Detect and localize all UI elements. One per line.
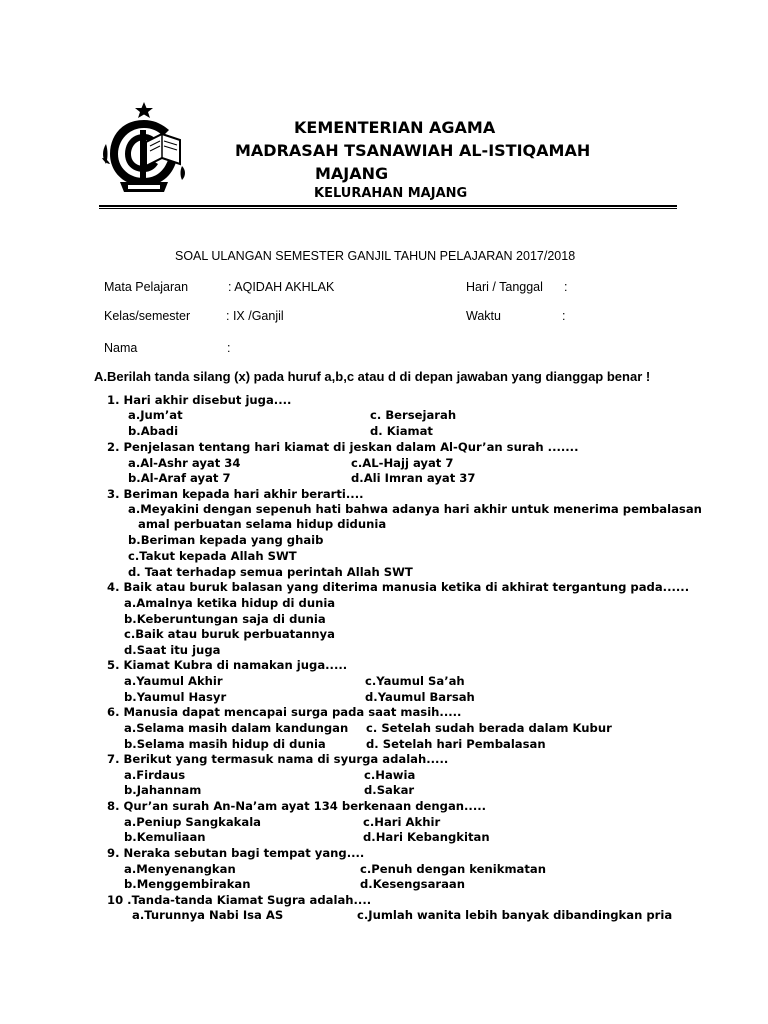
option-c: c. Setelah sudah berada dalam Kubur [366,721,612,735]
option-b: b.Keberuntungan saja di dunia [124,612,326,626]
option-c: c.Takut kepada Allah SWT [128,549,297,563]
option-a-continued: amal perbuatan selama hidup didunia [138,517,387,531]
option-d: d.Yaumul Barsah [365,690,475,704]
class-semester-label: Kelas/semester [104,309,191,323]
subject-label: Mata Pelajaran [104,280,189,294]
option-b: b.Jahannam [124,783,202,797]
option-a: a.Jum’at [128,408,183,422]
option-a: a.Meyakini dengan sepenuh hati bahwa adanya hari akhir untuk menerima pembalasan [128,502,702,516]
name-value: : [227,341,231,355]
instruction: A.Berilah tanda silang (x) pada huruf a,b,c atau d di depan jawaban yang dianggap benar ! [94,369,651,384]
header-divider-thin [99,208,677,209]
header-school-name: MADRASAH TSANAWIAH AL-ISTIQAMAH [235,141,591,160]
option-a: a.Peniup Sangkakala [124,815,261,829]
header-divider-thick [99,205,677,207]
option-b: b.Al-Araf ayat 7 [128,471,231,485]
question-text: 2. Penjelasan tentang hari kiamat di jeskan dalam Al-Qur’an surah ....... [107,440,579,454]
option-c: c.Penuh dengan kenikmatan [360,862,546,876]
option-d: d.Ali Imran ayat 37 [351,471,476,485]
option-c: c.Yaumul Sa’ah [365,674,465,688]
exam-title: SOAL ULANGAN SEMESTER GANJIL TAHUN PELAJARAN 2017/2018 [175,249,576,263]
option-b: b.Abadi [128,424,179,438]
option-a: a.Al-Ashr ayat 34 [128,456,241,470]
option-d: d. Taat terhadap semua perintah Allah SWT [128,565,413,579]
time-value: : [562,309,566,323]
header-village: KELURAHAN MAJANG [314,186,468,201]
option-d: d. Setelah hari Pembalasan [366,737,546,751]
question-text: 1. Hari akhir disebut juga.... [107,393,292,407]
name-label: Nama [104,341,138,355]
question-text: 8. Qur’an surah An-Na’am ayat 134 berkenaan dengan..... [107,799,487,813]
option-c: c.Baik atau buruk perbuatannya [124,627,335,641]
question-text: 9. Neraka sebutan bagi tempat yang.... [107,846,365,860]
option-a: a.Amalnya ketika hidup di dunia [124,596,336,610]
option-b: b.Menggembirakan [124,877,251,891]
option-b: b.Yaumul Hasyr [124,690,227,704]
day-date-value: : [564,280,568,294]
header-ministry: KEMENTERIAN AGAMA [294,118,496,137]
question-text: 5. Kiamat Kubra di namakan juga..... [107,658,348,672]
option-b: b.Selama masih hidup di dunia [124,737,326,751]
option-a: a.Turunnya Nabi Isa AS [132,908,284,922]
option-c: c.Jumlah wanita lebih banyak dibandingkan pria [357,908,673,922]
madrasah-logo [100,100,188,196]
question-text: 6. Manusia dapat mencapai surga pada saat masih..... [107,705,462,719]
option-c: c.Hari Akhir [363,815,441,829]
option-d: d.Hari Kebangkitan [363,830,490,844]
option-d: d.Kesengsaraan [360,877,466,891]
option-a: a.Selama masih dalam kandungan [124,721,349,735]
option-c: c. Bersejarah [370,408,457,422]
question-text: 4. Baik atau buruk balasan yang diterima manusia ketika di akhirat tergantung pada...... [107,580,690,594]
time-label: Waktu [466,309,501,323]
option-a: a.Yaumul Akhir [124,674,223,688]
day-date-label: Hari / Tanggal [466,280,543,294]
header-school-location: MAJANG [315,164,389,183]
option-d: d.Sakar [364,783,415,797]
subject-value: : AQIDAH AKHLAK [228,280,335,294]
option-b: b.Beriman kepada yang ghaib [128,533,324,547]
question-text: 10 .Tanda-tanda Kiamat Sugra adalah.... [107,893,372,907]
question-text: 3. Beriman kepada hari akhir berarti.... [107,487,364,501]
option-c: c.Hawia [364,768,416,782]
option-a: a.Firdaus [124,768,186,782]
option-c: c.AL-Hajj ayat 7 [351,456,454,470]
option-d: d. Kiamat [370,424,433,438]
star-icon [135,102,153,118]
class-semester-value: : IX /Ganjil [226,309,284,323]
option-d: d.Saat itu juga [124,643,221,657]
option-b: b.Kemuliaan [124,830,206,844]
question-text: 7. Berikut yang termasuk nama di syurga adalah..... [107,752,449,766]
option-a: a.Menyenangkan [124,862,236,876]
